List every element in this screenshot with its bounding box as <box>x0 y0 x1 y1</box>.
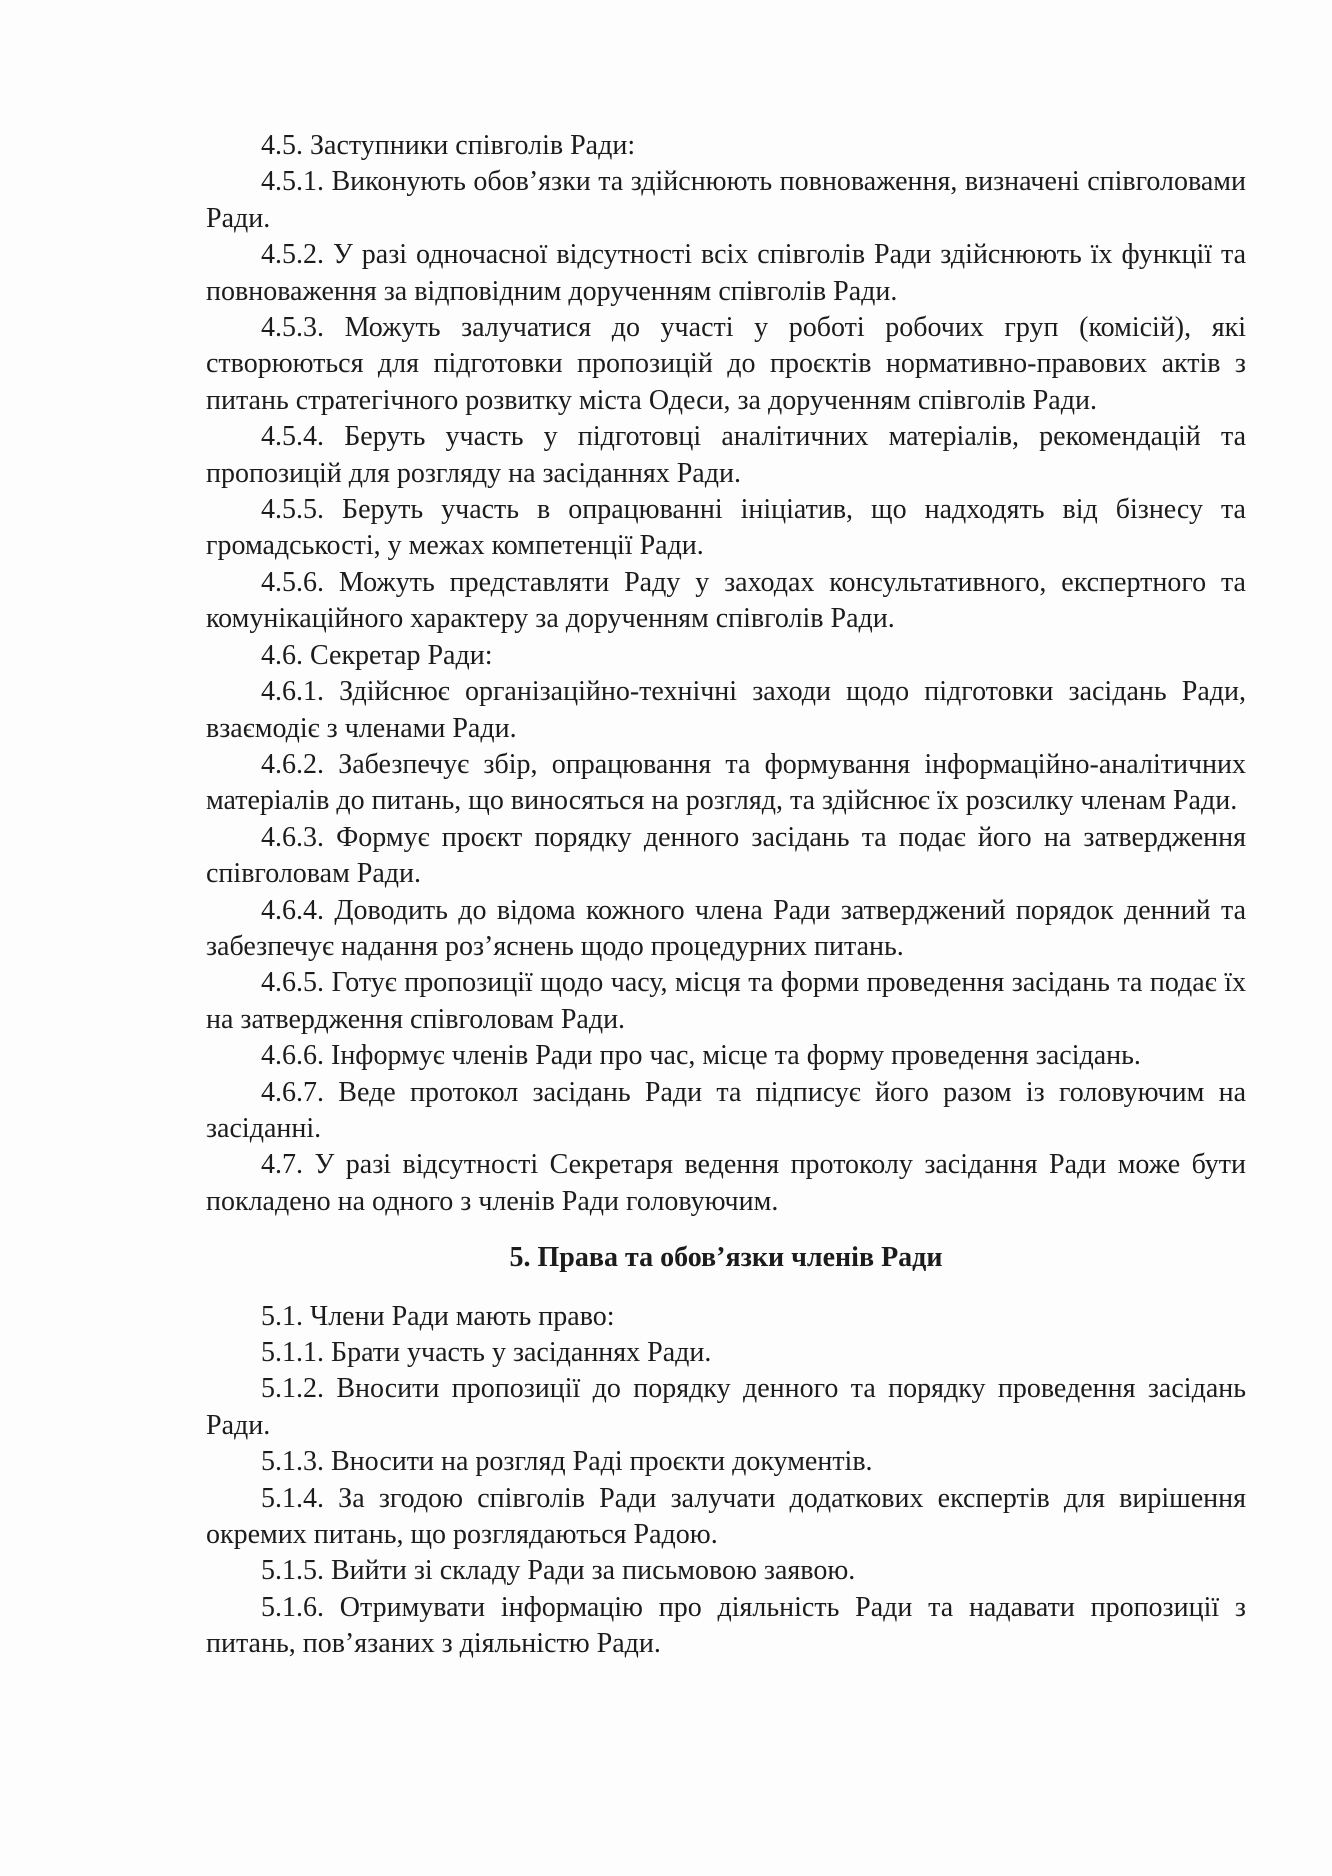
paragraph-5-1: 5.1. Члени Ради мають право: <box>261 1300 615 1332</box>
paragraph-4-6-3: 4.6.3. Формує проєкт порядку денного засідань та подає його на затвердження співголовам Ради. <box>206 821 1246 890</box>
paragraph-5-1-3: 5.1.3. Вносити на розгляд Раді проєкти документів. <box>261 1446 873 1478</box>
paragraph-4-5: 4.5. Заступники співголів Ради: <box>261 130 636 161</box>
paragraph-5-1-4: 5.1.4. За згодою співголів Ради залучати додаткових експертів для вирішення окремих питань, що розглядаються Радою. <box>206 1482 1246 1551</box>
paragraph-5-1-1: 5.1.1. Брати участь у засіданнях Ради. <box>261 1337 712 1368</box>
paragraph-4-5-5: 4.5.5. Беруть участь в опрацюванні ініціатив, що надходять від бізнесу та громадськості, у межах компетенції Ради. <box>206 494 1246 562</box>
paragraph-4-7: 4.7. У разі відсутності Секретаря ведення протоколу засідання Ради може бути покладено на одного з членів Ради головуючим. <box>206 1149 1246 1217</box>
paragraph-4-6-7: 4.6.7. Веде протокол засідань Ради та підписує його разом із головуючим на засіданні. <box>206 1076 1246 1144</box>
paragraph-4-5-2: 4.5.2. У разі одночасної відсутності всіх співголів Ради здійснюють їх функції та повноваження за відповідним дорученням співголів Ради. <box>206 239 1246 307</box>
paragraph-4-5-3: 4.5.3. Можуть залучатися до участі у роботі робочих груп (комісій), які створюються для підготовки пропозицій до проєктів нормативно-правових актів з питань стратегічного розвитку міста Одеси, за дорученням співголів Ради. <box>206 312 1246 416</box>
paragraph-5-1-5: 5.1.5. Вийти зі складу Ради за письмовою заявою. <box>261 1555 856 1587</box>
paragraph-4-6-1: 4.6.1. Здійснює організаційно-технічні заходи щодо підготовки засідань Ради, взаємодіє з членами Ради. <box>206 676 1246 744</box>
document-body <box>206 128 1246 1663</box>
paragraph-4-6-2: 4.6.2. Забезпечує збір, опрацювання та формування інформаційно-аналітичних матеріалів до питань, що виносяться на розгляд, та здійснює їх розсилку членам Ради. <box>206 748 1246 817</box>
paragraph-4-5-1: 4.5.1. Виконують обов’язки та здійснюють повноваження, визначені співголовами Ради. <box>206 166 1246 234</box>
section-heading: 5. Права та обов’язки членів Ради <box>509 1242 943 1274</box>
paragraph-5-1-2: 5.1.2. Вносити пропозиції до порядку денного та порядку проведення засідань Ради. <box>206 1373 1246 1441</box>
paragraph-5-1-6: 5.1.6. Отримувати інформацію про діяльність Ради та надавати пропозиції з питань, пов’язаних з діяльністю Ради. <box>206 1591 1246 1660</box>
paragraph-4-5-4: 4.5.4. Беруть участь у підготовці аналітичних матеріалів, рекомендацій та пропозицій для розгляду на засіданнях Ради. <box>206 421 1246 489</box>
paragraph-4-6-4: 4.6.4. Доводить до відома кожного члена Ради затверджений порядок денний та забезпечує надання роз’яснень щодо процедурних питань. <box>206 894 1246 962</box>
paragraph-4-6: 4.6. Секретар Ради: <box>261 639 493 671</box>
paragraph-4-6-5: 4.6.5. Готує пропозиції щодо часу, місця та форми проведення засідань та подає їх на затвердження співголовам Ради. <box>206 967 1246 1035</box>
paragraph-4-6-6: 4.6.6. Інформує членів Ради про час, місце та форму проведення засідань. <box>261 1040 1141 1072</box>
paragraph-4-5-6: 4.5.6. Можуть представляти Раду у заходах консультативного, експертного та комунікаційного характеру за дорученням співголів Ради. <box>206 566 1246 635</box>
